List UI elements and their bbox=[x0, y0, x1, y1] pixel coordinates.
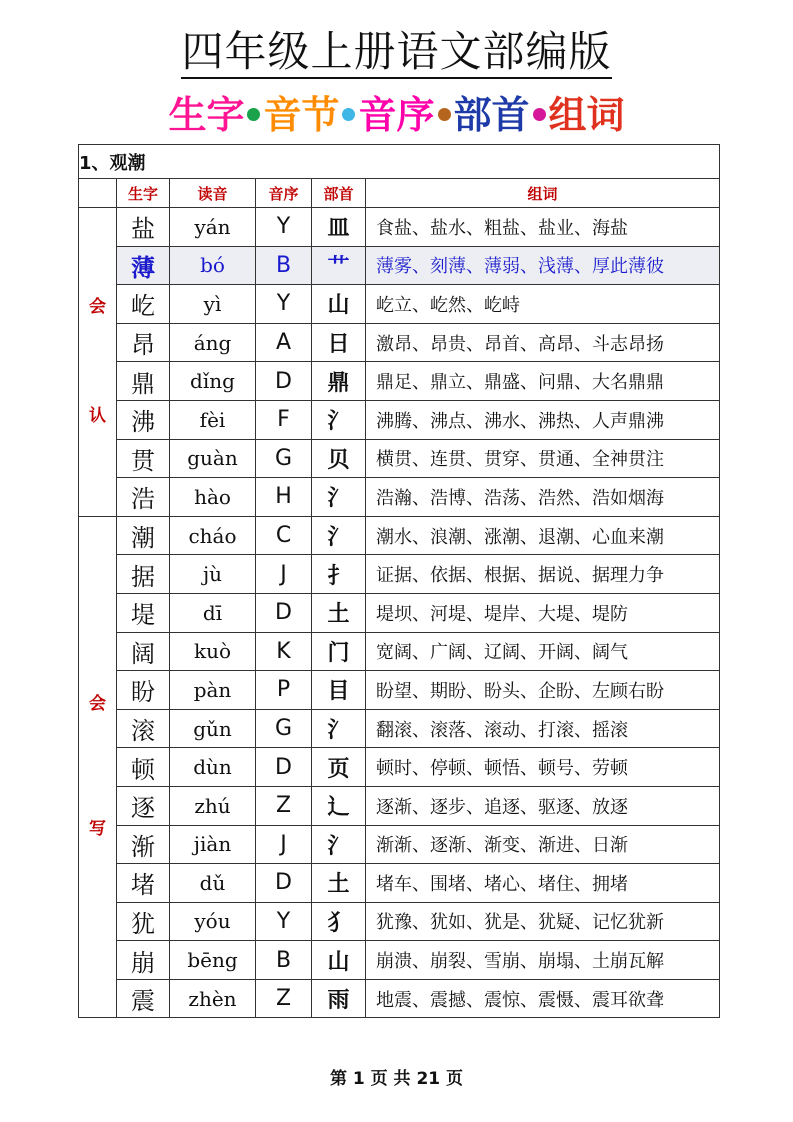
words-cell: 横贯、连贯、贯穿、贯通、全神贯注 bbox=[366, 439, 720, 478]
character-cell: 据 bbox=[117, 555, 170, 594]
radical-cell: 氵 bbox=[312, 400, 366, 439]
table-row bbox=[79, 864, 720, 903]
words-cell: 堵车、围堵、堵心、堵住、拥堵 bbox=[366, 864, 720, 903]
character-cell: 犹 bbox=[117, 902, 170, 941]
category-label: 写 bbox=[89, 819, 106, 840]
dot-separator bbox=[247, 108, 260, 121]
character-cell: 沸 bbox=[117, 400, 170, 439]
pinyin-cell: dǔ bbox=[170, 864, 256, 903]
words-cell: 激昂、昂贵、昂首、高昂、斗志昂扬 bbox=[366, 323, 720, 362]
words-cell: 沸腾、沸点、沸水、沸热、人声鼎沸 bbox=[366, 400, 720, 439]
table-row bbox=[79, 593, 720, 632]
character-cell: 崩 bbox=[117, 941, 170, 980]
initial-cell: Y bbox=[256, 285, 312, 324]
radical-cell: 山 bbox=[312, 285, 366, 324]
initial-cell: Y bbox=[256, 208, 312, 247]
radical-cell: 贝 bbox=[312, 439, 366, 478]
initial-cell: C bbox=[256, 516, 312, 555]
dot-separator bbox=[342, 108, 355, 121]
initial-cell: J bbox=[256, 825, 312, 864]
category-label: 认 bbox=[89, 405, 106, 426]
radical-cell: 辶 bbox=[312, 786, 366, 825]
character-cell: 浩 bbox=[117, 478, 170, 517]
category-cell bbox=[79, 516, 117, 1018]
initial-cell: B bbox=[256, 941, 312, 980]
initial-cell: D bbox=[256, 864, 312, 903]
words-cell: 潮水、浪潮、涨潮、退潮、心血来潮 bbox=[366, 516, 720, 555]
character-cell: 滚 bbox=[117, 709, 170, 748]
section-title: 1、观潮 bbox=[79, 145, 720, 179]
table-row bbox=[79, 825, 720, 864]
radical-cell: 扌 bbox=[312, 555, 366, 594]
words-cell: 浩瀚、浩博、浩荡、浩然、浩如烟海 bbox=[366, 478, 720, 517]
table-row bbox=[79, 748, 720, 787]
initial-cell: H bbox=[256, 478, 312, 517]
table-row bbox=[79, 246, 720, 285]
character-cell: 堵 bbox=[117, 864, 170, 903]
words-cell: 证据、依据、根据、据说、据理力争 bbox=[366, 555, 720, 594]
table-row bbox=[79, 709, 720, 748]
table-row bbox=[79, 439, 720, 478]
dot-separator bbox=[533, 108, 546, 121]
pinyin-cell: kuò bbox=[170, 632, 256, 671]
subtitle-part: 部首 bbox=[453, 93, 530, 137]
initial-cell: A bbox=[256, 323, 312, 362]
subtitle-banner bbox=[0, 90, 793, 140]
table-row bbox=[79, 516, 720, 555]
table-row bbox=[79, 786, 720, 825]
category-label: 会 bbox=[89, 694, 106, 715]
section-title-row bbox=[79, 145, 720, 179]
pinyin-cell: yóu bbox=[170, 902, 256, 941]
pinyin-cell: hào bbox=[170, 478, 256, 517]
character-cell: 潮 bbox=[117, 516, 170, 555]
character-cell: 盼 bbox=[117, 671, 170, 710]
category-label: 会 bbox=[89, 296, 106, 317]
dot-separator bbox=[438, 108, 451, 121]
words-cell: 犹豫、犹如、犹是、犹疑、记忆犹新 bbox=[366, 902, 720, 941]
radical-cell: 鼎 bbox=[312, 362, 366, 401]
words-cell: 地震、震撼、震惊、震慑、震耳欲聋 bbox=[366, 979, 720, 1018]
radical-cell: 皿 bbox=[312, 208, 366, 247]
initial-cell: B bbox=[256, 246, 312, 285]
initial-cell: K bbox=[256, 632, 312, 671]
radical-cell: 日 bbox=[312, 323, 366, 362]
table-row bbox=[79, 285, 720, 324]
table-row bbox=[79, 941, 720, 980]
words-cell: 崩溃、崩裂、雪崩、崩塌、土崩瓦解 bbox=[366, 941, 720, 980]
header-row bbox=[79, 179, 720, 208]
pinyin-cell: bó bbox=[170, 246, 256, 285]
pinyin-cell: dī bbox=[170, 593, 256, 632]
words-cell: 渐渐、逐渐、渐变、渐进、日渐 bbox=[366, 825, 720, 864]
character-cell: 贯 bbox=[117, 439, 170, 478]
radical-cell: 门 bbox=[312, 632, 366, 671]
initial-cell: D bbox=[256, 748, 312, 787]
radical-cell: 氵 bbox=[312, 516, 366, 555]
initial-cell: F bbox=[256, 400, 312, 439]
words-cell: 宽阔、广阔、辽阔、开阔、阔气 bbox=[366, 632, 720, 671]
subtitle-part: 生字 bbox=[168, 93, 245, 137]
radical-cell: 氵 bbox=[312, 709, 366, 748]
words-cell: 食盐、盐水、粗盐、盐业、海盐 bbox=[366, 208, 720, 247]
initial-cell: Y bbox=[256, 902, 312, 941]
radical-cell: 土 bbox=[312, 864, 366, 903]
pinyin-cell: dùn bbox=[170, 748, 256, 787]
radical-cell: 犭 bbox=[312, 902, 366, 941]
initial-cell: Z bbox=[256, 979, 312, 1018]
header-char: 生字 bbox=[117, 179, 170, 208]
pinyin-cell: yán bbox=[170, 208, 256, 247]
words-cell: 薄雾、刻薄、薄弱、浅薄、厚此薄彼 bbox=[366, 246, 720, 285]
radical-cell: 山 bbox=[312, 941, 366, 980]
table-row bbox=[79, 362, 720, 401]
document-title: 四年级上册语文部编版 bbox=[0, 26, 793, 78]
radical-cell: 氵 bbox=[312, 478, 366, 517]
table-row bbox=[79, 902, 720, 941]
initial-cell: G bbox=[256, 439, 312, 478]
words-cell: 屹立、屹然、屹峙 bbox=[366, 285, 720, 324]
pinyin-cell: cháo bbox=[170, 516, 256, 555]
table-row bbox=[79, 323, 720, 362]
character-cell: 震 bbox=[117, 979, 170, 1018]
character-cell: 堤 bbox=[117, 593, 170, 632]
header-pinyin: 读音 bbox=[170, 179, 256, 208]
pinyin-cell: guàn bbox=[170, 439, 256, 478]
pinyin-cell: áng bbox=[170, 323, 256, 362]
header-radical: 部首 bbox=[312, 179, 366, 208]
character-cell: 屹 bbox=[117, 285, 170, 324]
character-cell: 阔 bbox=[117, 632, 170, 671]
pinyin-cell: yì bbox=[170, 285, 256, 324]
initial-cell: D bbox=[256, 362, 312, 401]
words-cell: 鼎足、鼎立、鼎盛、问鼎、大名鼎鼎 bbox=[366, 362, 720, 401]
character-cell: 顿 bbox=[117, 748, 170, 787]
initial-cell: D bbox=[256, 593, 312, 632]
subtitle-part: 音序 bbox=[358, 93, 435, 137]
initial-cell: G bbox=[256, 709, 312, 748]
pinyin-cell: bēng bbox=[170, 941, 256, 980]
radical-cell: 雨 bbox=[312, 979, 366, 1018]
table-row bbox=[79, 400, 720, 439]
table-row bbox=[79, 478, 720, 517]
pinyin-cell: zhèn bbox=[170, 979, 256, 1018]
vocabulary-table bbox=[78, 144, 720, 1018]
page-footer: 第 1 页 共 21 页 bbox=[329, 1069, 464, 1089]
words-cell: 翻滚、滚落、滚动、打滚、摇滚 bbox=[366, 709, 720, 748]
words-cell: 堤坝、河堤、堤岸、大堤、堤防 bbox=[366, 593, 720, 632]
initial-cell: P bbox=[256, 671, 312, 710]
header-initial: 音序 bbox=[256, 179, 312, 208]
character-cell: 薄 bbox=[117, 246, 170, 285]
initial-cell: Z bbox=[256, 786, 312, 825]
header-blank bbox=[79, 179, 117, 208]
character-cell: 鼎 bbox=[117, 362, 170, 401]
pinyin-cell: pàn bbox=[170, 671, 256, 710]
table-row bbox=[79, 208, 720, 247]
character-cell: 渐 bbox=[117, 825, 170, 864]
header-words: 组词 bbox=[366, 179, 720, 208]
pinyin-cell: zhú bbox=[170, 786, 256, 825]
character-cell: 昂 bbox=[117, 323, 170, 362]
subtitle-part: 音节 bbox=[263, 93, 340, 137]
radical-cell: 页 bbox=[312, 748, 366, 787]
radical-cell: 目 bbox=[312, 671, 366, 710]
table-row bbox=[79, 555, 720, 594]
table-row bbox=[79, 671, 720, 710]
words-cell: 盼望、期盼、盼头、企盼、左顾右盼 bbox=[366, 671, 720, 710]
radical-cell: 艹 bbox=[312, 246, 366, 285]
pinyin-cell: jù bbox=[170, 555, 256, 594]
pinyin-cell: dǐng bbox=[170, 362, 256, 401]
character-cell: 盐 bbox=[117, 208, 170, 247]
radical-cell: 土 bbox=[312, 593, 366, 632]
table-row bbox=[79, 632, 720, 671]
table-row bbox=[79, 979, 720, 1018]
initial-cell: J bbox=[256, 555, 312, 594]
pinyin-cell: fèi bbox=[170, 400, 256, 439]
subtitle-part: 组词 bbox=[548, 93, 625, 137]
words-cell: 顿时、停顿、顿悟、顿号、劳顿 bbox=[366, 748, 720, 787]
words-cell: 逐渐、逐步、追逐、驱逐、放逐 bbox=[366, 786, 720, 825]
category-cell bbox=[79, 208, 117, 517]
character-cell: 逐 bbox=[117, 786, 170, 825]
radical-cell: 氵 bbox=[312, 825, 366, 864]
pinyin-cell: gǔn bbox=[170, 709, 256, 748]
pinyin-cell: jiàn bbox=[170, 825, 256, 864]
